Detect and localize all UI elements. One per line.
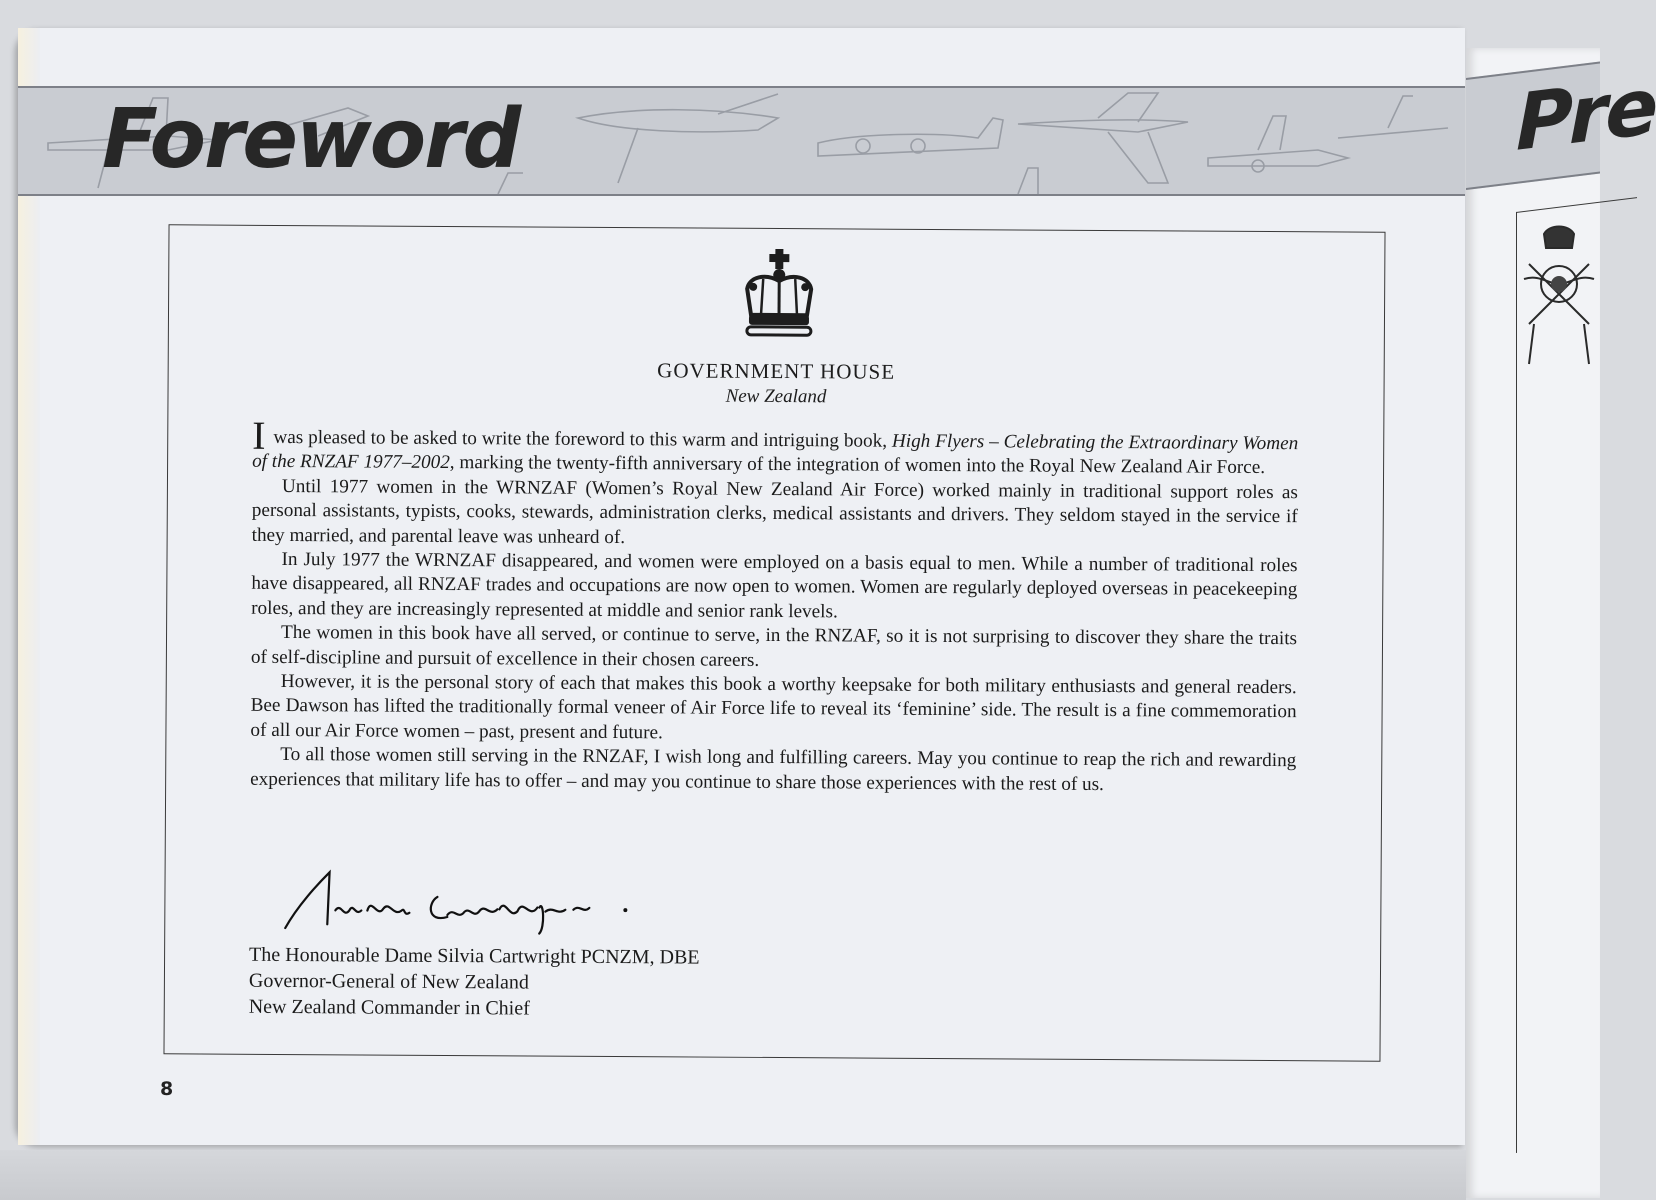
- rnzaf-badge-icon: [1524, 224, 1594, 374]
- signature-icon: [277, 866, 657, 938]
- signatory-title: Governor-General of New Zealand: [248, 969, 530, 994]
- signatory-name: The Honourable Dame Silvia Cartwright PCNZM, DBE: [249, 943, 700, 969]
- crown-icon: [739, 249, 820, 339]
- paragraph-1-lead: was pleased to be asked to write the foreword to this warm and intriguing book,: [268, 426, 893, 452]
- shelf-surface: [0, 1150, 1466, 1200]
- paragraph-6: To all those women still serving in the RNZAF, I wish long and fulfilling careers. May you continue to reap the rich and rewarding experiences that military life has to offer – and may you continue to share those experiences with the rest of us.: [250, 744, 1297, 795]
- drop-cap: I: [252, 412, 266, 458]
- signatory-block: [249, 942, 700, 1023]
- paragraph-2: Until 1977 women in the WRNZAF (Women’s Royal New Zealand Air Force) worked mainly in traditional support roles as personal assistants, typists, cooks, stewards, administration clerks, medical assistants and drivers. They seldom stayed in the service if they married, and parental leave was unheard of.: [251, 475, 1298, 548]
- right-page-title: Pre: [1516, 61, 1656, 169]
- page-title: Foreword: [102, 92, 520, 187]
- signatory-role: New Zealand Commander in Chief: [248, 995, 530, 1020]
- page-number: 8: [160, 1078, 174, 1100]
- paragraph-3: In July 1977 the WRNZAF disappeared, and women were employed on a basis equal to men. While a number of traditional roles have disappeared, all RNZAF trades and occupations are now open to women. Women are regularly deployed overseas in peacekeeping roles, and they are increasingly represented at middle and senior rank levels.: [251, 549, 1298, 623]
- book-title: High Flyers – Celebrating the Extraordinary Women of the RNZAF 1977–2002: [252, 430, 1299, 474]
- paragraph-4: The women in this book have all served, or continue to serve, in the RNZAF, so it is not surprising to discover they share the traits of self-discipline and pursuit of excellence in their chosen careers.: [250, 622, 1298, 671]
- paragraph-1: [252, 412, 1299, 481]
- foreword-banner: [18, 86, 1465, 196]
- paragraph-1-tail: , marking the twenty-fifth anniversary of the integration of women into the Royal New Zealand Air Force.: [449, 452, 1266, 479]
- government-house-subtitle: New Zealand: [725, 385, 827, 408]
- preface-banner: [1466, 61, 1656, 190]
- foreword-body: [250, 412, 1299, 798]
- left-page: [18, 28, 1465, 1145]
- paragraph-5: However, it is the personal story of each that makes this book a worthy keepsake for both military enthusiasts and general readers. Bee Dawson has lifted the traditionally formal veneer of Air Force life to reveal its ‘feminine’ side. The result is a fine commemoration of all our Air Force women – past, present and future.: [250, 671, 1297, 744]
- government-house-title: GOVERNMENT HOUSE: [657, 358, 896, 384]
- right-page: [1466, 48, 1656, 1198]
- foreword-frame: [163, 224, 1385, 1061]
